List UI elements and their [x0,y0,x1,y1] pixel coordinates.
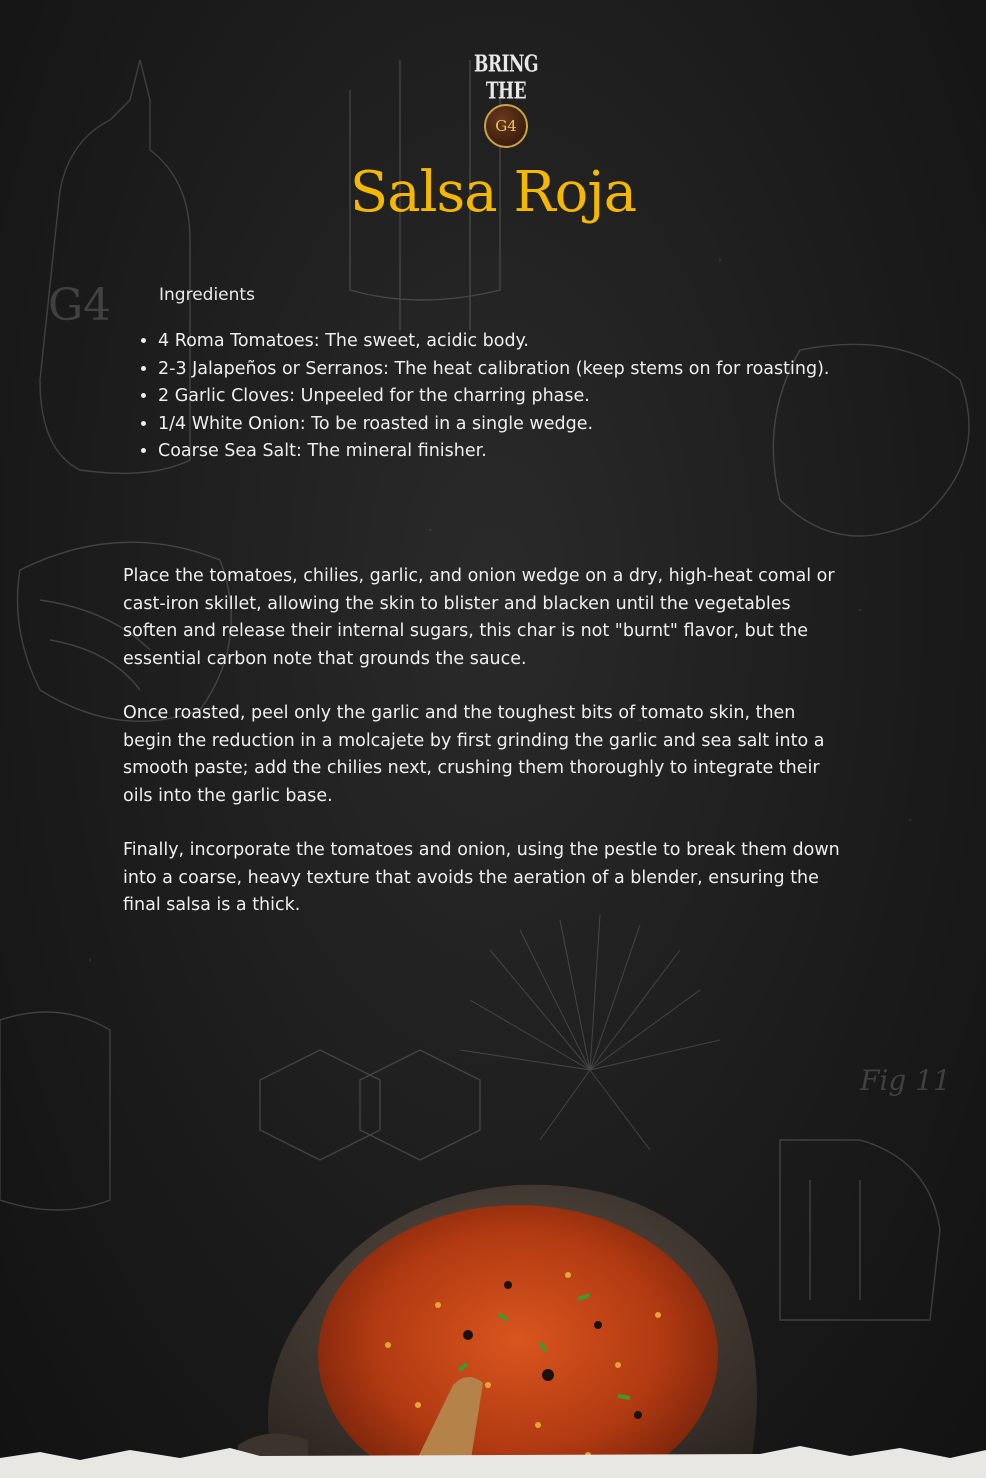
ingredient-item: • 2-3 Jalapeños or Serranos: The heat calibration (keep stems on for roasting). [158,356,878,384]
logo-badge: G4 [484,104,528,148]
ingredient-item: • Coarse Sea Salt: The mineral finisher. [158,438,878,466]
ingredients-list [128,328,878,466]
recipe-title: Salsa Roja [349,160,637,225]
step-paragraph: Finally, incorporate the tomatoes and onion, using the pestle to break them down into a coarse, heavy texture that avoids the aeration of a blender, ensuring the final salsa is a thick. [123,840,840,915]
logo-text: BRING THE [473,51,538,105]
molcajete-salsa-image [238,1155,768,1478]
ingredient-item: • 2 Garlic Cloves: Unpeeled for the charring phase. [158,383,878,411]
step-paragraph: Once roasted, peel only the garlic and the toughest bits of tomato skin, then begin the reduction in a molcajete by first grinding the garlic and sea salt into a smooth paste; add the chilies next, crushing them thoroughly to integrate their oils into the garlic base. [123,703,825,806]
svg-text:G4: G4 [48,280,112,331]
ingredient-item: • 4 Roma Tomatoes: The sweet, acidic body. [158,328,878,356]
svg-text:Fig 11: Fig 11 [860,1064,951,1097]
torn-paper-edge [0,1438,986,1478]
recipe-steps [123,563,843,947]
brand-logo [462,51,550,138]
ingredient-item: • 1/4 White Onion: To be roasted in a single wedge. [158,411,878,439]
ingredients-heading: Ingredients [159,285,255,305]
step-paragraph: Place the tomatoes, chilies, garlic, and onion wedge on a dry, high-heat comal or cast-iron skillet, allowing the skin to blister and blacken until the vegetables soften and release their internal sugars, this char is not "burnt" flavor, but the essential carbon note that grounds the sauce. [123,566,835,669]
